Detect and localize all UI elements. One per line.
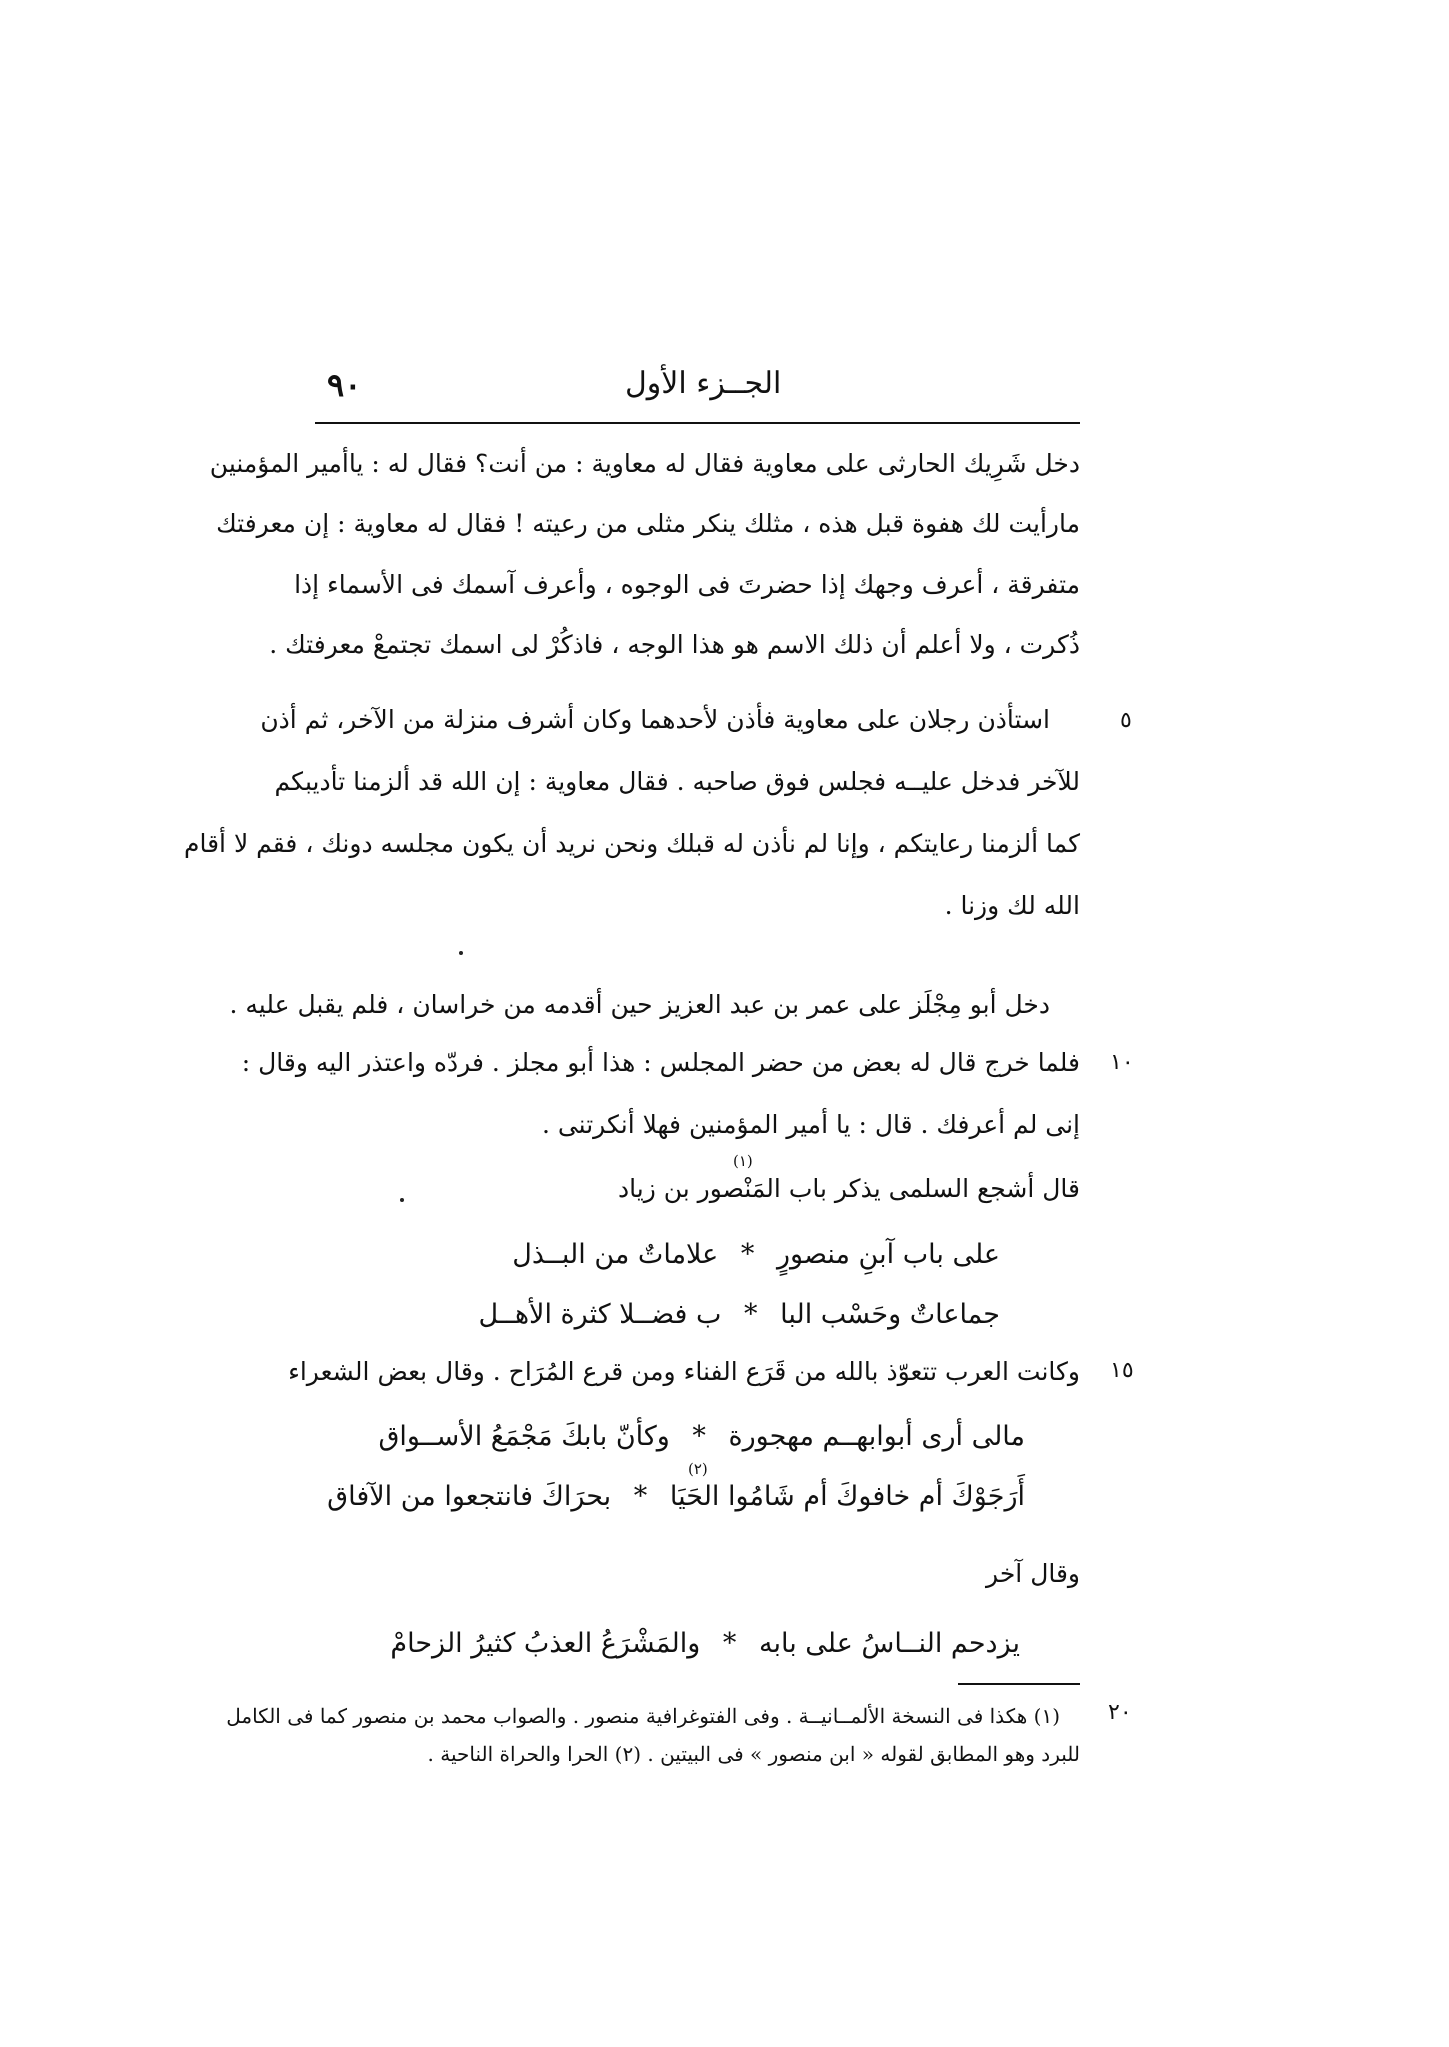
text-line: ذُكرت ، ولا أعلم أن ذلك الاسم هو هذا الوجه ، فاذكُرْ لى اسمك تجتمعْ معرفتك . [269,630,1080,659]
verse-second-hemistich: ب فضــلا كثرة الأهــل [478,1299,722,1330]
text-line: الله لك وزنا . [944,891,1080,920]
text-line: متفرقة ، أعرف وجهك إذا حضرتَ فى الوجوه ، وأعرف آسمك فى الأسماء إذا [294,570,1080,599]
margin-line-number: ١٥ [1110,1358,1134,1383]
stray-mark [459,951,463,955]
margin-line-number: ٢٠ [1108,1700,1132,1725]
verse-separator: * [744,1299,758,1330]
text-line: قال أشجع السلمى يذكر باب المَنْصور بن زياد [617,1174,1080,1203]
footnote-marker: (١) [733,1152,753,1170]
stray-mark [400,1198,404,1202]
page-number: ٩٠ [327,366,362,404]
verse-separator: * [722,1628,737,1659]
verse-separator: * [740,1239,755,1270]
text-line: إنى لم أعرفك . قال : يا أمير المؤمنين فهلا أنكرتنى . [541,1110,1080,1139]
text-line: وكانت العرب تتعوّذ بالله من قَرَع الفناء ومن قرع المُرَاح . وقال بعض الشعراء [288,1357,1080,1386]
verse-second-hemistich: بحرَاكَ فانتجعوا من الآفاق [327,1481,612,1512]
verse-first-hemistich: مالى أرى أبوابهــم مهجورة [728,1421,1025,1452]
page-header [315,366,1080,416]
verse-line [440,1293,1000,1339]
verse-line [327,1475,1025,1521]
verse-first-hemistich: جماعاتٌ وحَسْب البا [780,1299,1000,1330]
verse-line [390,1622,1020,1668]
text-line: دخل أبو مِجْلَز على عمر بن عبد العزيز حين أقدمه من خراسان ، فلم يقبل عليه . [229,990,1050,1019]
margin-line-number: ١٠ [1110,1050,1134,1075]
verse-separator: * [692,1421,706,1452]
verse-line [440,1233,1000,1279]
footnote-line: للبرد وهو المطابق لقوله « ابن منصور » فى البيتين . (٢) الحرا والحراة الناحية . [427,1742,1080,1766]
verse-second-hemistich: وكأنّ بابكَ مَجْمَعُ الأســواق [378,1421,670,1452]
verse-separator: * [633,1481,648,1512]
verse-second-hemistich: علاماتٌ من البــذل [512,1239,719,1270]
verse-line [378,1415,1025,1461]
text-line: مارأيت لك هفوة قبل هذه ، مثلك ينكر مثلى من رعيته ! فقال له معاوية : إن معرفتك [216,509,1080,538]
verse-first-hemistich: يزدحم النــاسُ على بابه [758,1628,1020,1659]
footnote-line: (١) هكذا فى النسخة الألمــانيــة . وفى الفتوغرافية منصور . والصواب محمد بن منصور كما فى الكامل [226,1704,1060,1728]
text-line: للآخر فدخل عليــه فجلس فوق صاحبه . فقال معاوية : إن الله قد ألزمنا تأديبكم [274,767,1080,796]
margin-line-number: ٥ [1120,708,1132,733]
verse-first-hemistich: على باب آبنِ منصورٍ [776,1239,1000,1270]
text-line: وقال آخر [986,1559,1080,1588]
text-line: استأذن رجلان على معاوية فأذن لأحدهما وكان أشرف منزلة من الآخر، ثم أذن [260,705,1050,734]
text-line: دخل شَرِيك الحارثى على معاوية فقال له معاوية : من أنت؟ فقال له : ياأمير المؤمنين [209,449,1080,478]
footnote-marker: (٢) [688,1460,708,1478]
header-rule [315,422,1080,424]
verse-second-hemistich: والمَشْرَعُ العذبُ كثيرُ الزحامْ [390,1628,701,1659]
running-title: الجــزء الأول [625,366,782,401]
text-line: كما ألزمنا رعايتكم ، وإنا لم نأذن له قبلك ونحن نريد أن يكون مجلسه دونك ، فقم لا أقام [184,829,1080,858]
verse-first-hemistich: أَرَجَوْكَ أم خافوكَ أم شَامُوا الحَيَا [669,1481,1025,1512]
text-line: فلما خرج قال له بعض من حضر المجلس : هذا أبو مجلز . فردّه واعتذر اليه وقال : [241,1048,1080,1077]
footnote-rule [958,1683,1080,1685]
